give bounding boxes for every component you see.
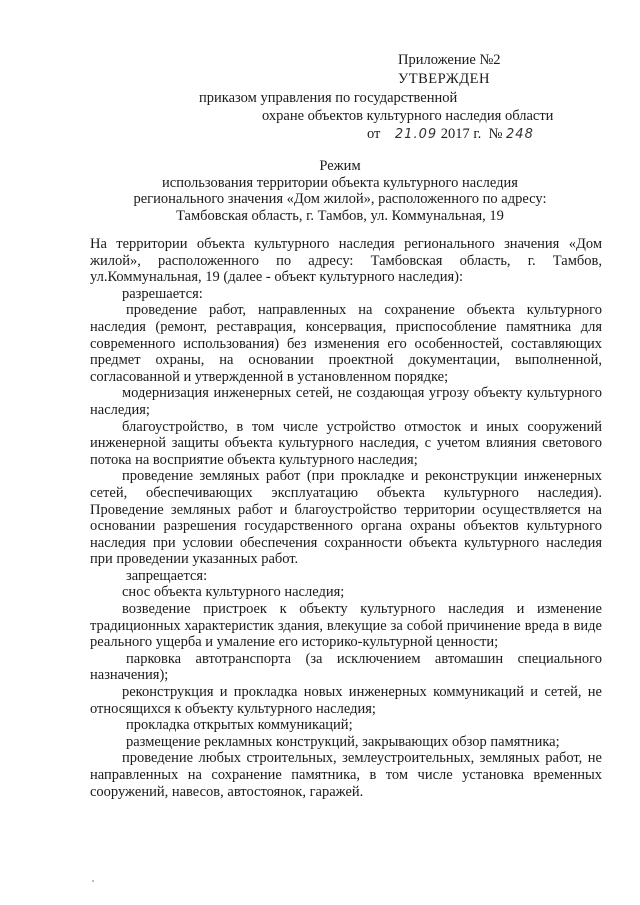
scan-speck [92,880,94,882]
date-year: 2017 г. [440,126,482,142]
number-prefix: № [488,126,503,142]
forbidden-item-3: парковка автотранспорта (за исключением автомашин специального назначения); [90,650,602,684]
title-line-4: Тамбовская область, г. Тамбов, ул. Коммунальная, 19 [176,207,504,224]
approved-label: УТВЕРЖДЕН [398,71,490,87]
forbidden-item-5: прокладка открытых коммуникаций; [126,717,353,734]
handwritten-date: 21.09 [394,127,438,142]
allowed-heading: разрешается: [122,285,203,302]
date-prefix: от [367,126,381,142]
handwritten-number: 248 [506,127,534,142]
title-line-3: регионального значения «Дом жилой», расположенного по адресу: [133,191,547,207]
order-line-1: приказом управления по государственной [199,90,458,106]
allowed-item-3: благоустройство, в том числе устройство отмосток и иных сооружений инженерной защиты объекта культурного наследия, с учетом влияния светового потока на восприятие объекта культурного наследия; [90,418,602,468]
forbidden-item-2: возведение пристроек к объекту культурного наследия и изменение традиционных характеристик здания, влекущие за собой причинение вреда в виде реального ущерба и умаление его историко-культурной ценности; [90,601,602,651]
forbidden-heading: запрещается: [126,567,208,584]
document-body [90,236,602,800]
title-line-1: Режим [319,158,361,174]
order-date-line [367,126,534,143]
allowed-item-2: модернизация инженерных сетей, не создающая угрозу объекту культурного наследия; [90,385,602,418]
allowed-item-4: проведение земляных работ (при прокладке и реконструкции инженерных сетей, обеспечивающих эксплуатацию объекта культурного наследия). Проведение земляных работ и благоустройство территории осуществляется на основании разрешения государственного органа охраны объектов культурного наследия при условии обеспечения сохранности объекта культурного наследия при проведении указанных работ. [90,468,602,568]
forbidden-item-4: реконструкция и прокладка новых инженерных коммуникаций и сетей, не относящихся к объекту культурного наследия; [90,684,602,717]
document-title [80,158,600,224]
appendix-label: Приложение №2 [398,52,501,68]
allowed-item-1: проведение работ, направленных на сохранение объекта культурного наследия (ремонт, реставрация, консервация, приспособление памятника для современного использования) без изменения его особенностей, составляющих предмет охраны, на основании проектной документации, выполненной, согласованной и утвержденной в установленном порядке; [90,302,602,385]
intro-paragraph: На территории объекта культурного наследия регионального значения «Дом жилой», расположенного по адресу: Тамбовская область, г. Тамбов, ул.Коммунальная, 19 (далее - объект культурного наследия): [90,236,602,286]
forbidden-item-1: снос объекта культурного наследия; [122,584,345,601]
order-line-2: охране объектов культурного наследия области [262,108,554,124]
title-line-2: использования территории объекта культурного наследия [162,174,518,191]
forbidden-item-7: проведение любых строительных, землеустроительных, земляных работ, не направленных на сохранение памятника, в том числе установка временных сооружений, навесов, автостоянок, гаражей. [90,750,602,800]
forbidden-item-6: размещение рекламных конструкций, закрывающих обзор памятника; [126,733,560,750]
